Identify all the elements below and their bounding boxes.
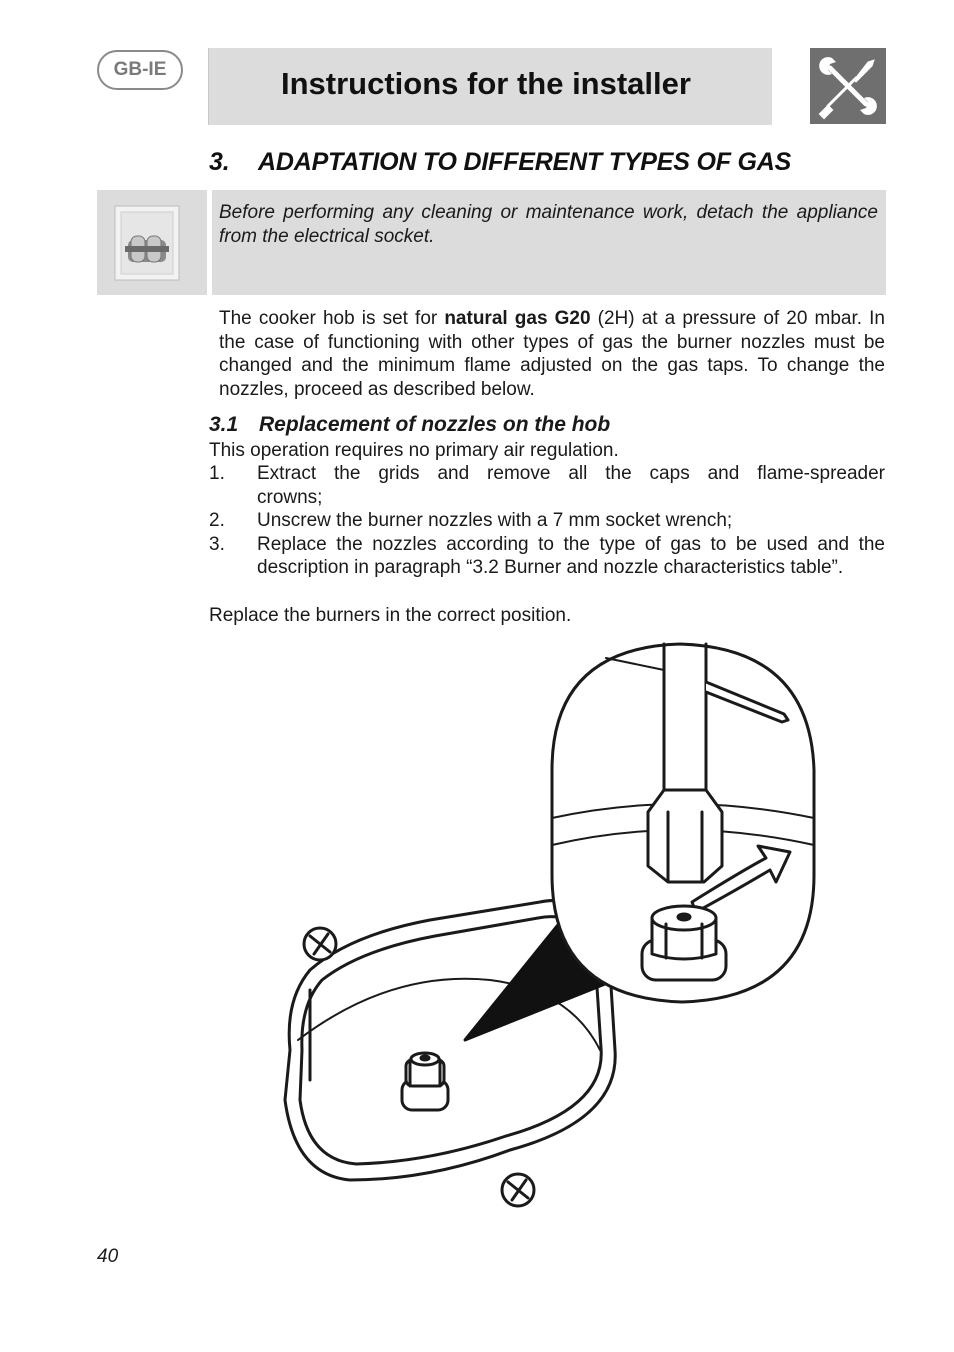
steps-list — [209, 462, 885, 580]
subsection-lead: This operation requires no primary air regulation. — [209, 440, 619, 461]
intro-text-end: (2H) at a pressure of 20 mbar. In the case of functioning with other types of gas the burner nozzles must be changed and the minimum flame adjusted on the gas taps. To change the nozzles, proceed as described below. — [219, 308, 885, 400]
list-item-continuation — [209, 486, 885, 510]
step-number: 2. — [209, 510, 225, 532]
list-item — [209, 509, 885, 533]
step-text: crowns; — [257, 486, 323, 508]
section-heading: ADAPTATION TO DIFFERENT TYPES OF GAS — [258, 148, 792, 176]
subsection-number: 3.1 — [209, 413, 239, 436]
page-title: Instructions for the installer — [281, 66, 691, 101]
tools-icon — [810, 48, 886, 124]
subsection-title — [209, 413, 610, 437]
warning-text: Before performing any cleaning or maintenance work, detach the appliance from the electrical socket. — [219, 202, 878, 247]
intro-gas-type: natural gas G20 — [444, 308, 591, 329]
step-text: Replace the nozzles according to the type of gas to be used and the description in paragraph “3.2 Burner and nozzle characteristics table”. — [257, 533, 885, 579]
language-badge: GB-IE — [97, 50, 183, 90]
intro-text-start: The cooker hob is set for — [219, 308, 445, 329]
list-item — [209, 462, 885, 486]
warning-box — [212, 190, 886, 295]
header-bar — [208, 48, 772, 125]
step-text: Extract the grids and remove all the caps and flame-spreader — [257, 463, 885, 484]
step-number: 3. — [209, 533, 225, 555]
nozzle-replacement-illustration — [270, 640, 830, 1225]
section-title — [209, 148, 791, 177]
electrical-socket-icon — [97, 190, 207, 295]
intro-paragraph — [219, 307, 885, 401]
section-number: 3. — [209, 148, 230, 176]
step-text: Unscrew the burner nozzles with a 7 mm socket wrench; — [257, 510, 733, 532]
closing-text: Replace the burners in the correct position. — [209, 605, 572, 626]
page-number: 40 — [97, 1246, 119, 1267]
step-number: 1. — [209, 463, 225, 484]
subsection-heading: Replacement of nozzles on the hob — [259, 413, 611, 436]
list-item — [209, 533, 885, 580]
